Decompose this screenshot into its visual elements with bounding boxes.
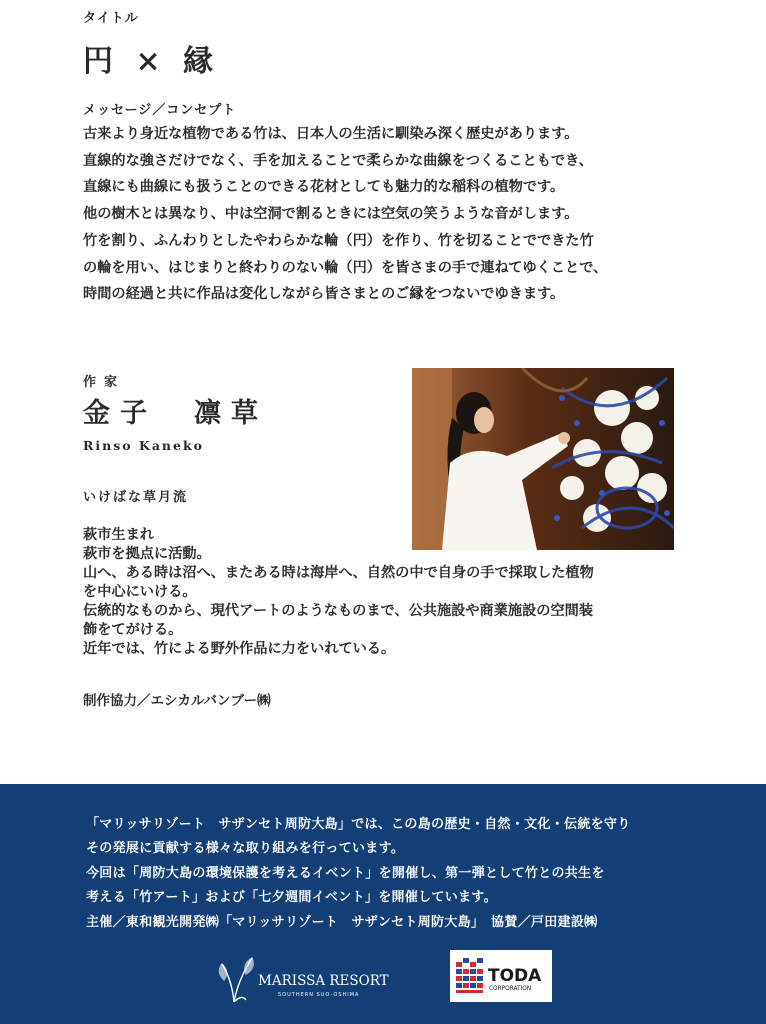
footer-text <box>86 813 726 935</box>
toda-logo-text: TODA <box>488 966 542 986</box>
page-title: 円 × 縁 <box>83 44 220 79</box>
bio-line: 飾をてがける。 <box>83 622 183 638</box>
artist-name: 金子 凛草 <box>83 398 268 429</box>
concept-line: 竹を割り、ふんわりとしたやわらかな輪（円）を作り、竹を切ることでできた竹 <box>83 232 594 249</box>
artist-school: いけばな草月流 <box>83 490 189 505</box>
footer-line: 今回は「周防大島の環境保護を考えるイベント」を開催し、第一弾として竹との共生を <box>86 865 605 881</box>
footer-line: その発展に貢献する様々な取り組みを行っています。 <box>86 841 405 857</box>
concept-line: 時間の経過と共に作品は変化しながら皆さまとのご縁をつないでゆきます。 <box>83 286 565 303</box>
footer-line: 「マリッサリゾート サザンセト周防大島」では、この島の歴史・自然・文化・伝統を守り <box>86 817 631 832</box>
artist-photo <box>412 368 674 550</box>
bio-line: 近年では、竹による野外作品に力をいれている。 <box>83 641 396 657</box>
bio-line: 萩市を拠点に活動。 <box>83 546 211 562</box>
marissa-resort-logo <box>212 950 402 1006</box>
message-label: メッセージ／コンセプト <box>83 103 237 118</box>
concept-line: の輪を用い、はじまりと終わりのない輪（円）を皆さまの手で連ねてゆくことで、 <box>83 259 608 276</box>
title-label: タイトル <box>83 11 139 26</box>
concept-line: 直線的な強さだけでなく、手を加えることで柔らかな曲線をつくることもでき、 <box>83 152 593 169</box>
bio-line: 伝統的なものから、現代アートのようなものまで、公共施設や商業施設の空間装 <box>83 603 594 619</box>
marissa-logo-subtext: SOUTHERN SUO-OSHIMA <box>278 992 360 998</box>
concept-line: 古来より身近な植物である竹は、日本人の生活に馴染み深く歴史があります。 <box>83 126 579 142</box>
bio-line: 山へ、ある時は沼へ、またある時は海岸へ、自然の中で自身の手で採取した植物 <box>83 565 594 581</box>
artist-name-roman: Rinso Kaneko <box>83 438 204 453</box>
concept-text <box>83 121 703 308</box>
footer-line: 主催／東和観光開発㈱「マリッサリゾート サザンセト周防大島」 協賛／戸田建設㈱ <box>86 914 598 930</box>
concept-line: 直線にも曲線にも扱うことのできる花材としても魅力的な稲科の植物です。 <box>83 179 565 196</box>
bio-line: を中心にいける。 <box>83 584 197 600</box>
marissa-logo-text: MARISSA RESORT <box>258 973 389 989</box>
toda-logo-subtext: CORPORATION <box>489 986 532 992</box>
bio-line: 萩市生まれ <box>83 527 154 543</box>
artist-label: 作家 <box>83 375 126 390</box>
concept-line: 他の樹木とは異なり、中は空洞で割るときには空気の笑うような音がします。 <box>83 206 579 223</box>
toda-logo <box>450 950 552 1002</box>
production-credit: 制作協力／エシカルバンブー㈱ <box>83 693 271 709</box>
footer-line: 考える「竹アート」および「七夕週間イベント」を開催しています。 <box>86 890 497 906</box>
